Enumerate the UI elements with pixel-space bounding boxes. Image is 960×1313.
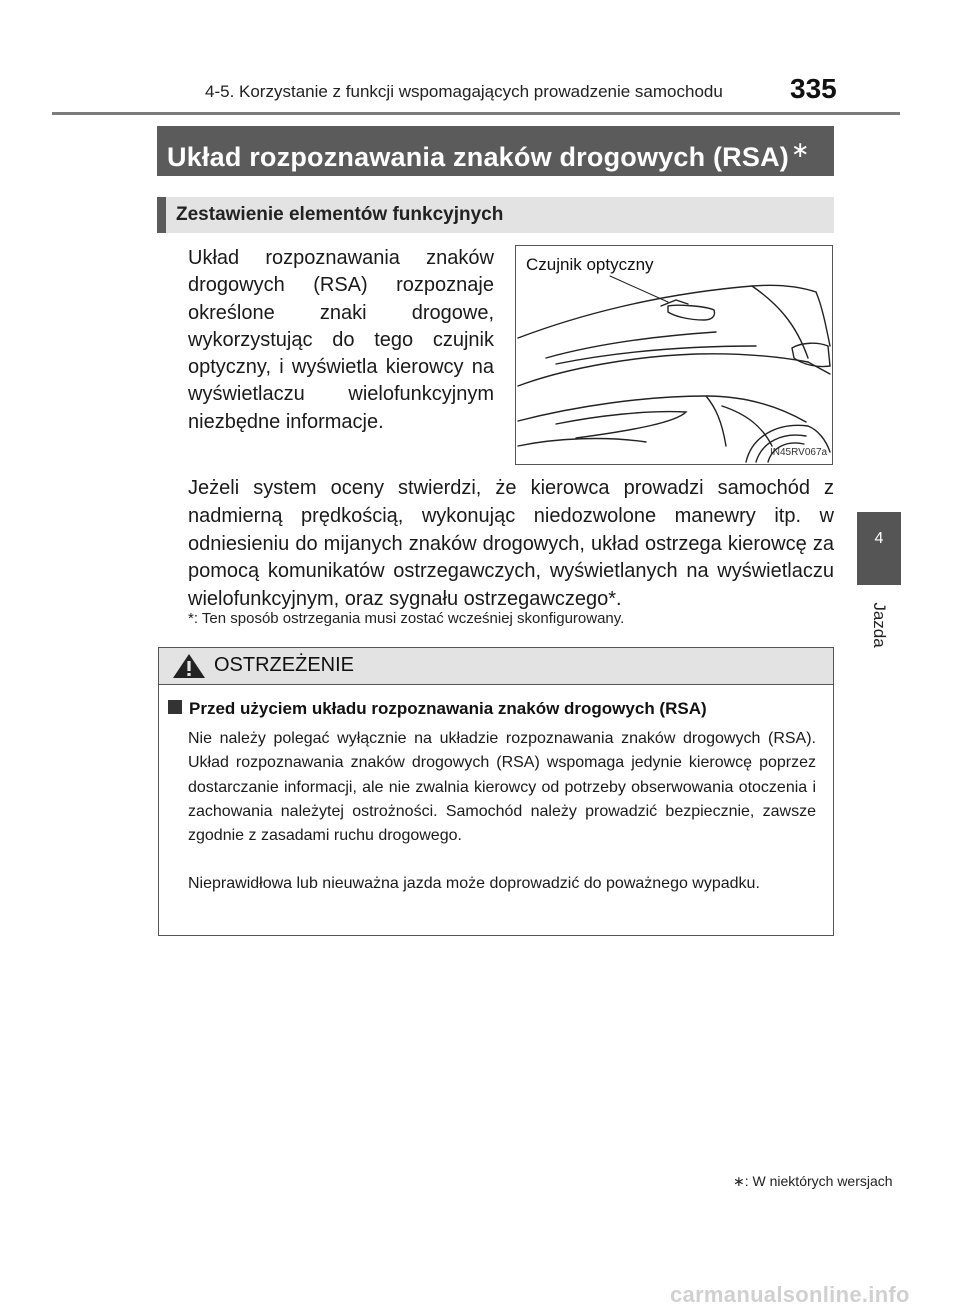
warning-triangle-icon	[172, 653, 206, 679]
running-header: 4-5. Korzystanie z funkcji wspomagających prowadzenie samochodu	[205, 82, 723, 101]
windshield-illustration	[515, 245, 833, 465]
chapter-tab-label	[856, 595, 902, 655]
warning-title: OSTRZEŻENIE	[214, 654, 355, 676]
intro-paragraph: Układ rozpoznawania znaków drogowych (RSA) rozpoznaje określone znaki drogowe, wykorzystując do tego czujnik optyczny, i wyświetla kierowcy na wyświetlaczu wielofunkcyjnym niezbędne informacje.	[188, 247, 494, 433]
bottom-footnote	[733, 1173, 893, 1190]
square-bullet-icon	[168, 700, 182, 714]
chapter-tab-number: 4	[874, 530, 884, 547]
watermark: carmanualsonline.info	[670, 1282, 910, 1307]
warning-subheading: Przed użyciem układu rozpoznawania znaków drogowych (RSA)	[189, 699, 707, 718]
section-title-marker: ∗	[790, 137, 810, 162]
warning-paragraph: Nie należy polegać wyłącznie na układzie rozpoznawania znaków drogowych (RSA). Układ rozpoznawania znaków drogowych (RSA) wspomaga jedynie kierowcę poprzez dostarczanie informacji, ale nie zwalnia kierowcy od potrzeby obserwowania otoczenia i zachowania należytej ostrożności. Samochód należy prowadzić bezpiecznie, zawsze zgodnie z zasadami ruchu drogowego.	[188, 730, 816, 845]
chapter-tab	[857, 512, 901, 585]
chapter-tab-label-text: Jazda	[870, 602, 889, 648]
section-title	[167, 137, 810, 173]
figure-caption: Czujnik optyczny	[526, 255, 654, 274]
section-title-text: Układ rozpoznawania znaków drogowych (RSA)	[167, 142, 789, 172]
bottom-footnote-marker: ∗	[733, 1173, 745, 1189]
subsection-title: Zestawienie elementów funkcyjnych	[176, 204, 504, 225]
figure-code: IN45RV067a	[770, 447, 828, 458]
header-rule	[52, 112, 900, 115]
page-number: 335	[790, 73, 837, 104]
bottom-footnote-text: : W niektórych wersjach	[744, 1173, 893, 1189]
car-windshield-drawing	[516, 246, 832, 464]
subsection-accent	[157, 197, 166, 233]
footnote: *: Ten sposób ostrzegania musi zostać wcześniej skonfigurowany.	[188, 610, 625, 627]
warning-paragraph-2: Nieprawidłowa lub nieuważna jazda może doprowadzić do poważnego wypadku.	[188, 875, 760, 892]
body-paragraph: Jeżeli system oceny stwierdzi, że kierowca prowadzi samochód z nadmierną prędkością, wykonując niedozwolone manewry itp. w odniesieniu do mijanych znaków drogowych, układ ostrzega kierowcę za pomocą komunikatów ostrzegawczych, wyświetlanych na wyświetlaczu wielofunkcyjnym, oraz sygnału ostrzegawczego*.	[188, 477, 834, 611]
